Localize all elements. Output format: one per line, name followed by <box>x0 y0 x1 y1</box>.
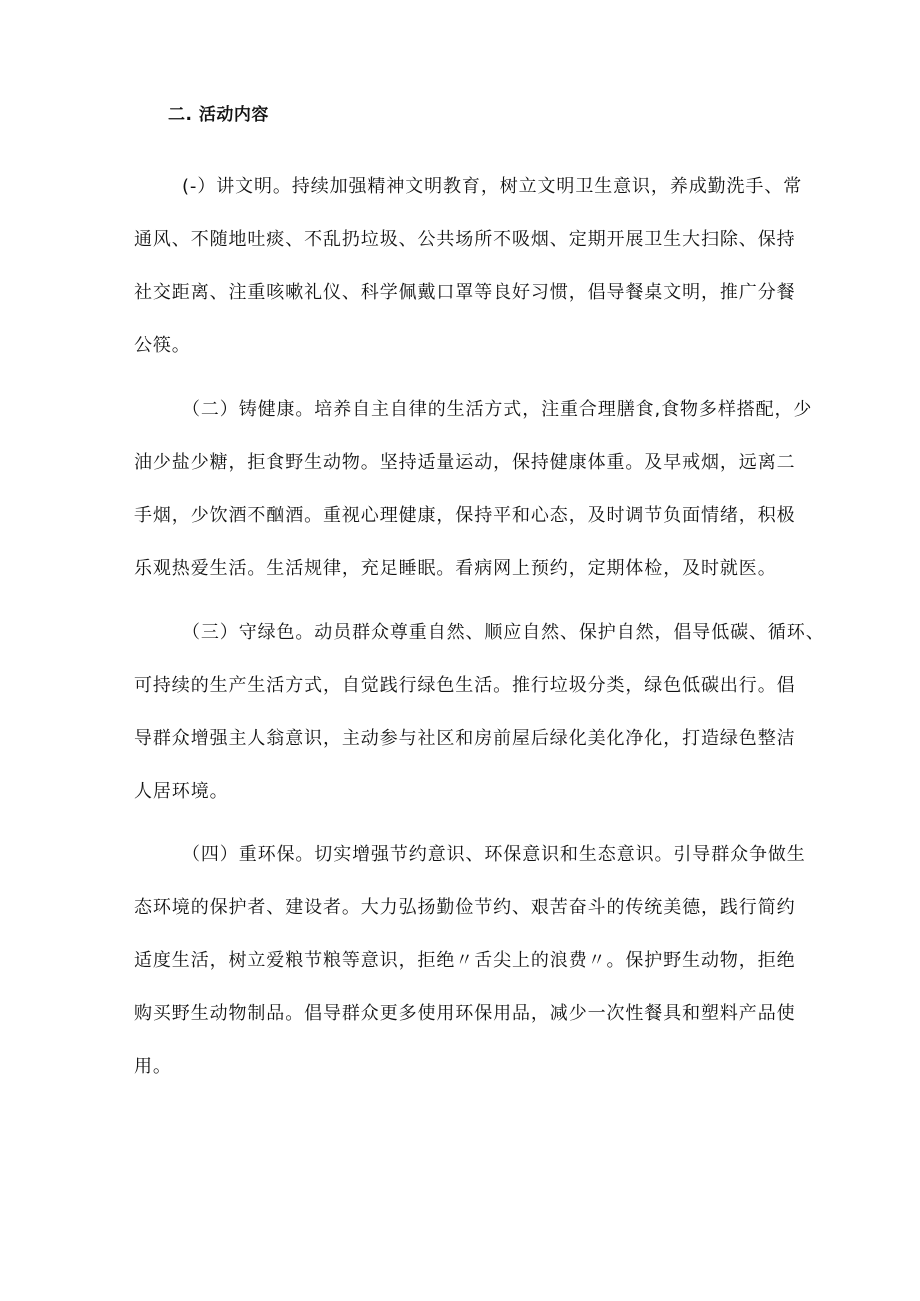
paragraph-line: 乐观热爱生活。生活规律，充足睡眠。看病网上预约，定期体检，及时就医。 <box>134 558 777 579</box>
paragraph-line: 适度生活，树立爱粮节粮等意识，拒绝〃舌尖上的浪费〃。保护野生动物，拒绝 <box>134 950 796 971</box>
paragraph-line: (-）讲文明。持续加强精神文明教育，树立文明卫生意识，养成勤洗手、常 <box>182 176 803 197</box>
paragraph-line: 油少盐少糖，拒食野生动物。坚持适量运动，保持健康体重。及早戒烟，远离二 <box>134 452 796 473</box>
paragraph-line: （二）铸健康。培养自主自律的生活方式，注重合理膳食,食物多样搭配，少 <box>182 399 813 420</box>
paragraph-line: （三）守绿色。动员群众尊重自然、顺应自然、保护自然，倡导低碳、循环、 <box>182 622 825 643</box>
paragraph-line: 用。 <box>134 1056 172 1077</box>
paragraph-line: 态环境的保护者、建设者。大力弘扬勤俭节约、艰苦奋斗的传统美德，践行简约 <box>134 897 796 918</box>
paragraph-line: （四）重环保。切实增强节约意识、环保意识和生态意识。引导群众争做生 <box>182 844 806 865</box>
paragraph-civility <box>134 160 814 372</box>
paragraph-environment <box>134 828 814 1093</box>
paragraph-line: 可持续的生产生活方式，自觉践行绿色生活。推行垃圾分类，绿色低碳出行。倡 <box>134 675 796 696</box>
paragraph-line: 手烟，少饮酒不酗酒。重视心理健康，保持平和心态，及时调节负面情绪，积极 <box>134 505 796 526</box>
paragraph-green <box>134 606 825 818</box>
paragraph-line: 购买野生动物制品。倡导群众更多使用环保用品，减少一次性餐具和塑料产品使 <box>134 1003 796 1024</box>
paragraph-line: 人居环境。 <box>134 781 229 802</box>
paragraph-line: 导群众增强主人翁意识，主动参与社区和房前屋后绿化美化净化，打造绿色整洁 <box>134 728 796 749</box>
paragraph-line: 公筷。 <box>134 335 191 356</box>
paragraph-line: 通风、不随地吐痰、不乱扔垃圾、公共场所不吸烟、定期开展卫生大扫除、保持 <box>134 229 796 250</box>
paragraph-health <box>134 383 814 595</box>
paragraph-line: 社交距离、注重咳嗽礼仪、科学佩戴口罩等良好习惯，倡导餐桌文明，推广分餐 <box>134 282 796 303</box>
section-heading: 二. 活动内容 <box>168 105 269 125</box>
